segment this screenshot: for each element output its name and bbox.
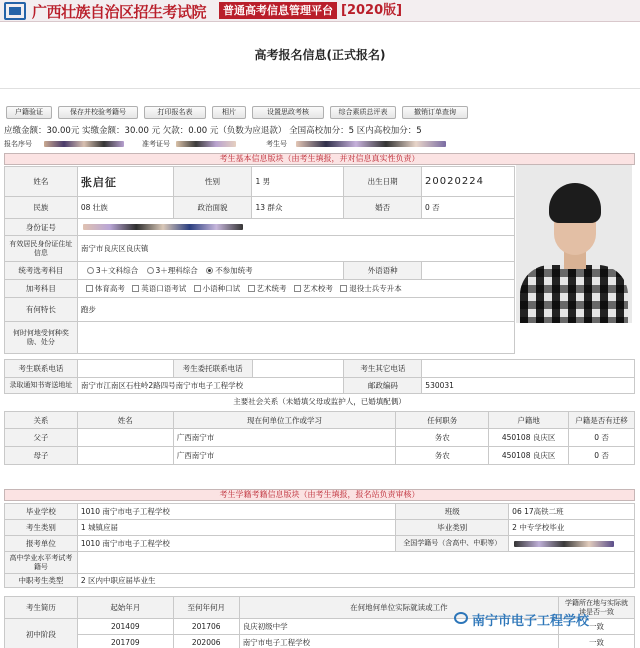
family-name-redacted — [77, 447, 173, 465]
birth-label: 出生日期 — [344, 167, 422, 197]
redacted-exam-cert — [176, 141, 236, 147]
family-relation: 母子 — [5, 447, 78, 465]
agent-phone-value — [252, 360, 344, 378]
contact-table — [4, 359, 635, 394]
resume-label: 考生简历 — [5, 597, 78, 619]
class-value: 06 17高铁二班 — [509, 504, 635, 520]
political-label: 政治面貌 — [173, 197, 252, 219]
level-no-value — [77, 552, 634, 574]
talent-value: 跑步 — [77, 298, 514, 322]
mail-address-label: 录取通知书寄送地址 — [5, 378, 78, 394]
family-unit: 广西南宁市 — [173, 447, 396, 465]
checkbox-oral-english[interactable] — [132, 285, 139, 292]
version-label: [2020版] — [341, 3, 403, 18]
checkbox-pe[interactable] — [86, 285, 93, 292]
phone-value — [77, 360, 173, 378]
family-job: 务农 — [396, 429, 489, 447]
id-card-label: 身份证号 — [5, 219, 78, 236]
family-header-moved: 户籍是否有迁移 — [569, 412, 635, 429]
address-value: 南宁市良庆区良庆镇 — [77, 236, 514, 262]
checkbox-art-school[interactable] — [294, 285, 301, 292]
fee-summary: 应缴金额：30.00元 实缴金额：30.00 元 欠款：0.00 元（负数为应退款） 全国高校加分：5 区内高校加分：5 — [4, 126, 422, 136]
ethnic-label: 民族 — [5, 197, 78, 219]
resume-end: 201706 — [173, 619, 239, 635]
resume-place: 良庆初级中学 — [239, 619, 558, 635]
status-no-value — [509, 536, 635, 552]
vocational-value: 2 区内中职应届毕业生 — [77, 574, 634, 588]
app-title: 广西壮族自治区招生考试院 — [32, 3, 207, 21]
class-label: 班级 — [396, 504, 509, 520]
family-header-job: 任何职务 — [396, 412, 489, 429]
id-card-value — [77, 219, 514, 236]
family-header-huji: 户籍地 — [489, 412, 569, 429]
name-value: 张启征 — [77, 167, 173, 197]
checkbox-art-unified[interactable] — [248, 285, 255, 292]
checkbox-veteran[interactable] — [340, 285, 347, 292]
family-name-redacted — [77, 429, 173, 447]
grad-school-value: 1010 南宁市电子工程学校 — [77, 504, 395, 520]
mail-address-value: 南宁市江南区石柱岭2路四号南宁市电子工程学校 — [77, 378, 344, 394]
watermark — [452, 610, 589, 629]
redacted-reg-no — [44, 141, 124, 147]
ideology-button[interactable]: 设置思政考核 — [252, 106, 324, 119]
radio-arts-label: 3＋文科综合 — [95, 266, 139, 275]
basic-info-section-header: 考生基本信息版块（由考生填报，并对信息真实性负责） — [4, 153, 635, 165]
family-table — [4, 411, 635, 465]
print-form-button[interactable]: 打印报名表 — [144, 106, 206, 119]
family-moved: 0 否 — [569, 447, 635, 465]
site-value: 1010 南宁市电子工程学校 — [77, 536, 395, 552]
radio-science-label: 3＋理科综合 — [155, 266, 198, 275]
radio-arts[interactable] — [87, 267, 94, 274]
category-value: 1 城镇应届 — [77, 520, 395, 536]
address-label: 有效居民身份证住址信息 — [5, 236, 78, 262]
evaluation-button[interactable]: 综合素质总评表 — [330, 106, 396, 119]
basic-info-table — [4, 166, 515, 354]
resume-header-place: 在何地何单位实际就读或工作 — [239, 597, 558, 619]
table-row — [5, 447, 635, 465]
family-huji: 450108 良庆区 — [489, 429, 569, 447]
marital-label: 婚否 — [344, 197, 422, 219]
checkbox-art-unified-label: 艺术统考 — [256, 284, 287, 293]
checkbox-minor-language-label: 小语种口试 — [202, 284, 241, 293]
resume-header-end: 至何年何月 — [173, 597, 239, 619]
award-label: 何时何地受何种奖励、处分 — [5, 322, 78, 354]
status-no-label: 全国学籍号（含高中、中职等） — [396, 536, 509, 552]
radio-science[interactable] — [147, 267, 154, 274]
resume-match: 一致 — [559, 635, 635, 648]
vocational-label: 中职考生类型 — [5, 574, 78, 588]
family-job: 务农 — [396, 447, 489, 465]
checkbox-veteran-label: 退役士兵专升本 — [349, 284, 402, 293]
radio-no-exam-label: 不参加统考 — [215, 266, 253, 275]
resume-match: 一致 — [559, 619, 635, 635]
divider — [0, 88, 640, 89]
ethnic-value: 08 壮族 — [77, 197, 173, 219]
site-label: 报考单位 — [5, 536, 78, 552]
foreign-lang-value[interactable] — [422, 262, 515, 280]
school-info-table — [4, 503, 635, 588]
gender-value: 1 男 — [252, 167, 344, 197]
checkbox-pe-label: 体育高考 — [94, 284, 125, 293]
award-value — [77, 322, 514, 354]
table-row — [5, 429, 635, 447]
family-header-name: 姓名 — [77, 412, 173, 429]
political-value: 13 群众 — [252, 197, 344, 219]
resume-stage: 初中阶段 — [5, 619, 78, 648]
photo-button[interactable]: 相片 — [212, 106, 246, 119]
cancel-order-button[interactable]: 撤销订单查询 — [402, 106, 468, 119]
name-label: 姓名 — [5, 167, 78, 197]
resume-header-start: 起始年月 — [77, 597, 173, 619]
household-verify-button[interactable]: 户籍验证 — [6, 106, 52, 119]
resume-end: 202006 — [173, 635, 239, 648]
checkbox-art-school-label: 艺术校考 — [302, 284, 333, 293]
app-header — [0, 0, 640, 22]
marital-value: 0 否 — [422, 197, 515, 219]
grad-type-label: 毕业类别 — [396, 520, 509, 536]
resume-place: 南宁市电子工程学校 — [239, 635, 558, 648]
redacted-candidate-no — [296, 141, 446, 147]
other-phone-label: 考生其它电话 — [344, 360, 422, 378]
subject-label: 统考选考科目 — [5, 262, 78, 280]
save-check-button[interactable]: 保存并校验考籍号 — [58, 106, 138, 119]
resume-start: 201409 — [77, 619, 173, 635]
page-title: 高考报名信息(正式报名) — [254, 48, 386, 62]
checkbox-minor-language[interactable] — [194, 285, 201, 292]
family-relation: 父子 — [5, 429, 78, 447]
family-header-relation: 关系 — [5, 412, 78, 429]
extra-subject-options — [77, 280, 514, 298]
subject-options — [77, 262, 343, 280]
phone-label: 考生联系电话 — [5, 360, 78, 378]
agent-phone-label: 考生委托联系电话 — [173, 360, 252, 378]
gender-label: 性别 — [173, 167, 252, 197]
family-moved: 0 否 — [569, 429, 635, 447]
foreign-lang-label: 外语语种 — [344, 262, 422, 280]
other-phone-value — [422, 360, 635, 378]
reg-no-label: 报名序号 — [4, 140, 32, 148]
resume-start: 201709 — [77, 635, 173, 648]
radio-no-exam[interactable] — [206, 267, 213, 274]
grad-school-label: 毕业学校 — [5, 504, 78, 520]
level-no-label: 高中学业水平考试考籍号 — [5, 552, 78, 574]
id-line — [4, 139, 636, 149]
watermark-text: 南宁市电子工程学校 — [472, 614, 590, 629]
checkbox-oral-english-label: 英语口语考试 — [141, 284, 187, 293]
grad-type-value: 2 中专学校毕业 — [509, 520, 635, 536]
postcode-label: 邮政编码 — [344, 378, 422, 394]
family-title: 主要社会关系（未婚填父母或监护人，已婚填配偶） — [233, 397, 406, 406]
birth-value: 20020224 — [422, 167, 515, 197]
postcode-value: 530031 — [422, 378, 635, 394]
school-info-section-header: 考生学籍考籍信息版块（由考生填报，报名站负责审核） — [4, 489, 635, 501]
family-header-unit: 现在何单位工作或学习 — [173, 412, 396, 429]
table-row — [5, 635, 635, 648]
platform-badge: 普通高考信息管理平台 — [219, 2, 337, 19]
resume-header-match: 学籍所在地与实际就读是否一致 — [559, 597, 635, 619]
candidate-photo — [516, 165, 632, 323]
family-huji: 450108 良庆区 — [489, 447, 569, 465]
extra-subject-label: 加考科目 — [5, 280, 78, 298]
exam-logo-icon — [4, 2, 26, 20]
category-label: 考生类别 — [5, 520, 78, 536]
candidate-no-label: 考生号 — [266, 140, 287, 148]
exam-cert-label: 准考证号 — [142, 140, 170, 148]
talent-label: 有何特长 — [5, 298, 78, 322]
family-unit: 广西南宁市 — [173, 429, 396, 447]
